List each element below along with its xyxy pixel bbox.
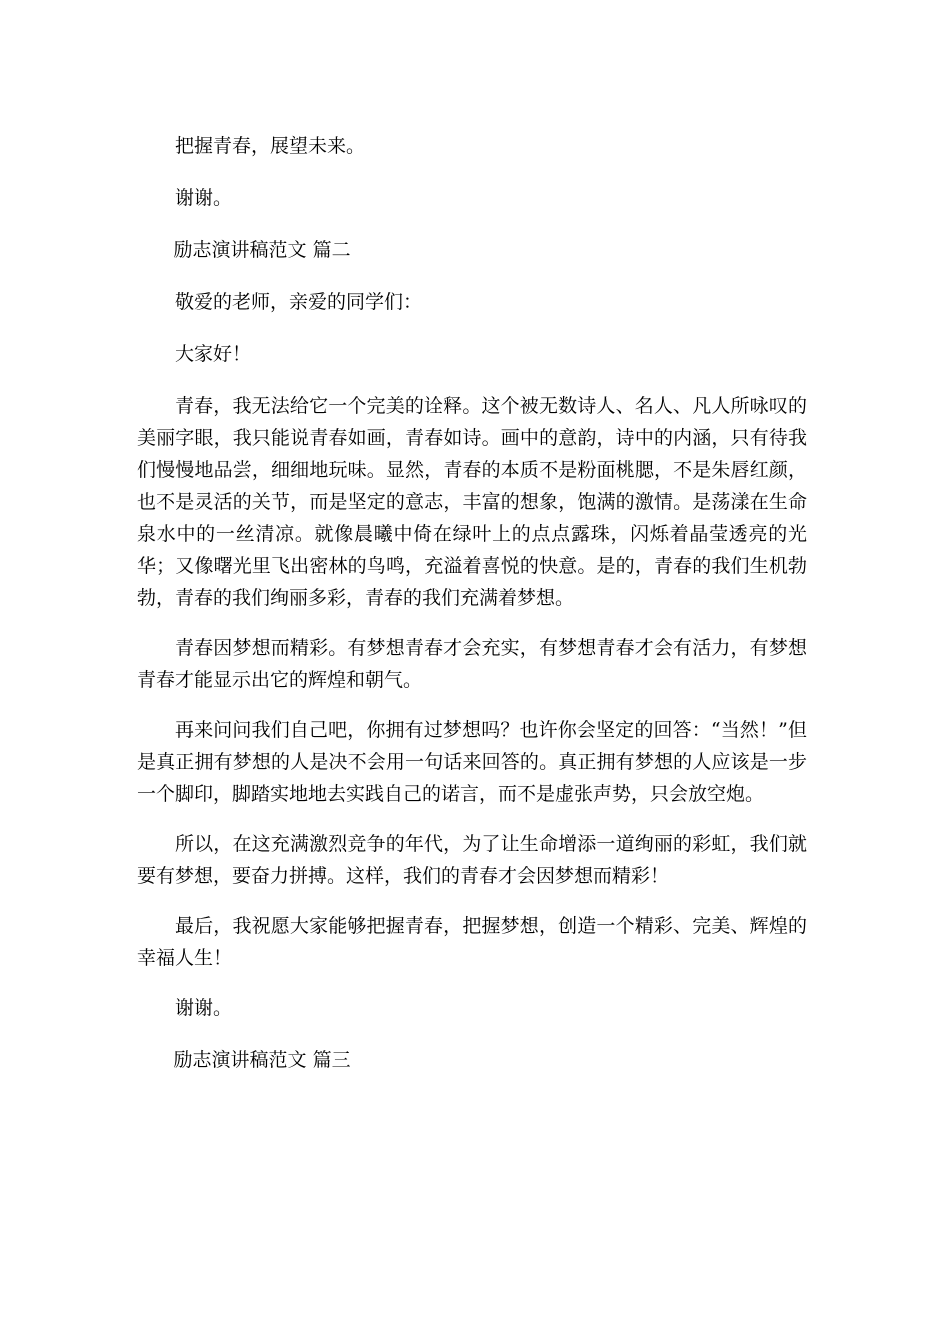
- body-paragraph: 再来问问我们自己吧，你拥有过梦想吗？也许你会坚定的回答：“当然！”但是真正拥有梦想的人是决不会用一句话来回答的。真正拥有梦想的人应该是一步一个脚印，脚踏实地地去实践自己的诺言，而不是虚张声势，只会放空炮。: [137, 719, 807, 805]
- body-paragraph: 青春，我无法给它一个完美的诠释。这个被无数诗人、名人、凡人所咏叹的美丽字眼，我只能说青春如画，青春如诗。画中的意韵，诗中的内涵，只有待我们慢慢地品尝，细细地玩味。显然，青春的本质不是粉面桃腮，不是朱唇红颜，也不是灵活的关节，而是坚定的意志，丰富的想象，饱满的激情。是荡漾在生命泉水中的一丝清凉。就像晨曦中倚在绿叶上的点点露珠，闪烁着晶莹透亮的光华；又像曙光里飞出密林的鸟鸣，充溢着喜悦的快意。是的，青春的我们生机勃勃，青春的我们绚丽多彩，青春的我们充满着梦想。: [137, 395, 807, 609]
- section-heading-3: 励志演讲稿范文 篇三: [173, 1049, 351, 1071]
- greeting: 大家好！: [175, 343, 252, 365]
- thanks-line: 谢谢。: [175, 187, 233, 209]
- body-paragraph: 所以，在这充满激烈竞争的年代，为了让生命增添一道绚丽的彩虹，我们就要有梦想，要奋力拼搏。这样，我们的青春才会因梦想而精彩！: [137, 833, 807, 887]
- closing-line: 把握青春，展望未来。: [175, 135, 366, 157]
- body-paragraph: 最后，我祝愿大家能够把握青春，把握梦想，创造一个精彩、完美、辉煌的幸福人生！: [137, 915, 807, 969]
- document-body: [137, 130, 807, 1096]
- body-paragraph: 青春因梦想而精彩。有梦想青春才会充实，有梦想青春才会有活力，有梦想青春才能显示出它的辉煌和朝气。: [137, 637, 807, 691]
- section-heading-2: 励志演讲稿范文 篇二: [173, 239, 351, 261]
- salutation: 敬爱的老师，亲爱的同学们：: [175, 291, 423, 313]
- thanks-line: 谢谢。: [175, 997, 233, 1019]
